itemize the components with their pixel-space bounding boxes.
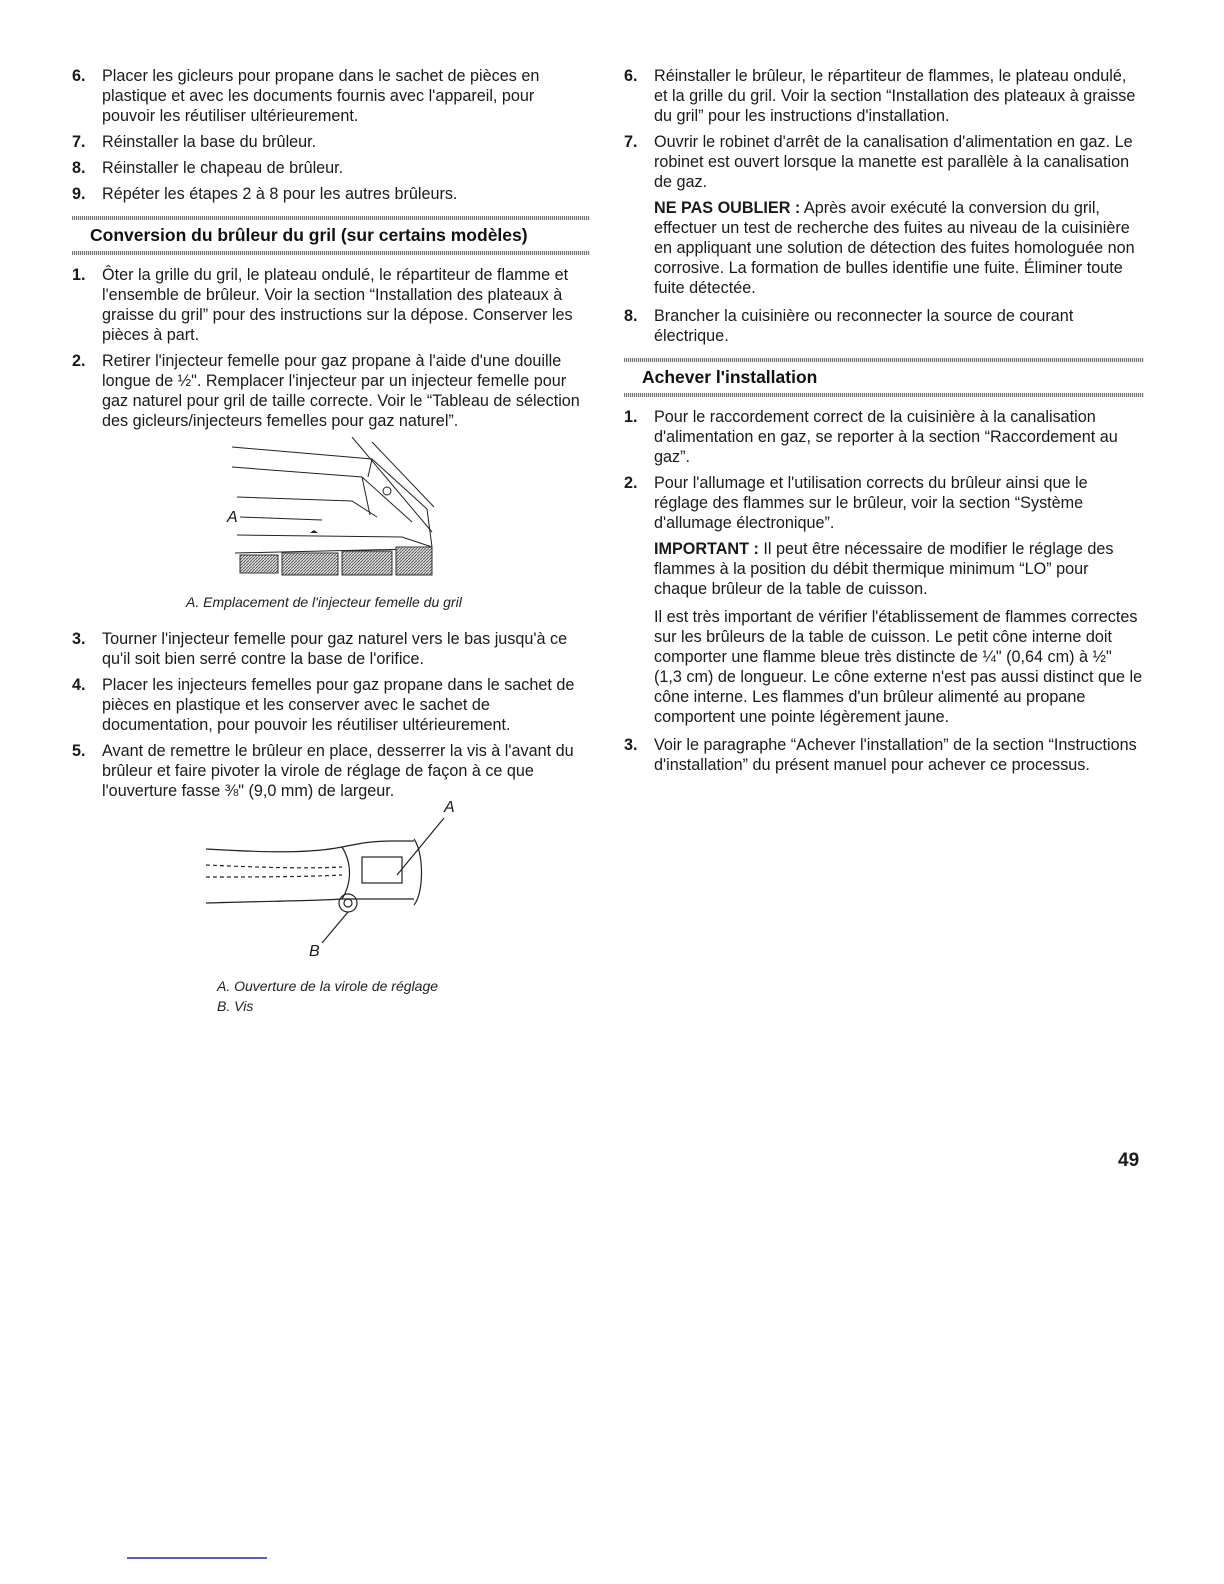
important-note — [654, 539, 1144, 599]
list-item — [624, 306, 1144, 346]
step-text: Retirer l'injecteur femelle pour gaz propane à l'aide d'une douille longue de ½". Remplacer l'injecteur par un injecteur femelle pour gaz naturel pour gril de taille correcte. Voir le “Tableau de sélection des gicleurs/injecteurs femelles pour gaz naturel”. — [102, 352, 580, 430]
step-text: Pour l'allumage et l'utilisation corrects du brûleur ainsi que le réglage des flammes sur le brûleur, voir la section “Système d'allumage électronique”. — [654, 474, 1088, 532]
grease-tray-section — [396, 547, 432, 575]
step-number: 6. — [624, 67, 638, 85]
section-rule — [72, 216, 590, 220]
section-title: Conversion du brûleur du gril (sur certains modèles) — [90, 225, 528, 245]
grease-tray-section — [240, 555, 278, 573]
steps-b — [624, 306, 1144, 346]
note-text: Après avoir exécuté la conversion du gril, effectuer un test de recherche des fuites au niveau de la cuisinière en appliquant une solution de détection des fuites homologuée non corrosive. La formation de bulles identifie une fuite. Éliminer toute fuite détectée. — [654, 199, 1135, 297]
step-number: 8. — [624, 307, 638, 325]
grease-tray-section — [342, 551, 392, 575]
list-item — [624, 66, 1144, 126]
figure-label-a: A — [227, 509, 238, 526]
injector-marker — [310, 530, 318, 533]
list-item — [72, 66, 590, 126]
step-number: 9. — [72, 185, 86, 203]
steps-a — [72, 265, 590, 431]
step-text: Avant de remettre le brûleur en place, desserrer la vis à l'avant du brûleur et faire pivoter la virole de réglage de façon à ce que l'ouverture fasse ⅜" (9,0 mm) de largeur. — [102, 742, 574, 800]
list-item — [72, 265, 590, 345]
figure-orifice-location — [72, 437, 590, 623]
figure-caption: A. Emplacement de l'injecteur femelle du gril — [186, 594, 462, 610]
step-text: Réinstaller le brûleur, le répartiteur de flammes, le plateau ondulé, et la grille du gril. Voir la section “Installation des plateaux à graisse du gril” pour les instructions d'installation. — [654, 67, 1136, 125]
shutter-opening — [362, 857, 402, 883]
steps-c — [624, 407, 1144, 533]
list-item — [624, 132, 1144, 192]
important-label: IMPORTANT : — [654, 540, 759, 558]
section-rule — [624, 358, 1144, 362]
list-item — [72, 351, 590, 431]
step-number: 8. — [72, 159, 86, 177]
step-text: Réinstaller la base du brûleur. — [102, 133, 317, 151]
figure-label-b: B — [309, 943, 320, 960]
grease-tray-section — [282, 553, 338, 575]
step-number: 7. — [624, 133, 638, 151]
section-header-complete-installation — [624, 358, 1144, 397]
list-item — [624, 407, 1144, 467]
list-item — [72, 741, 590, 801]
screw — [339, 894, 357, 912]
list-item — [624, 473, 1144, 533]
important-text: Il peut être nécessaire de modifier le réglage des flammes à la position du débit thermique minimum “LO” pour chaque brûleur de la table de cuisson. — [654, 540, 1114, 598]
list-item — [72, 132, 590, 152]
step-number: 3. — [72, 630, 86, 648]
leak-test-note — [654, 198, 1144, 298]
footer-underline-link[interactable] — [127, 1557, 267, 1559]
step-number: 1. — [72, 266, 86, 284]
figure-caption: B. Vis — [217, 998, 254, 1014]
list-item — [72, 158, 590, 178]
list-item — [72, 184, 590, 204]
step-number: 6. — [72, 67, 86, 85]
step-text: Ouvrir le robinet d'arrêt de la canalisation d'alimentation en gaz. Le robinet est ouvert lorsque la manette est parallèle à la canalisation de gaz. — [654, 133, 1133, 191]
step-text: Voir le paragraphe “Achever l'installation” de la section “Instructions d'installation” du présent manuel pour achever ce processus. — [654, 736, 1137, 774]
step-number: 1. — [624, 408, 638, 426]
steps-top — [72, 66, 590, 204]
list-item — [72, 675, 590, 735]
step-number: 4. — [72, 676, 86, 694]
section-rule — [624, 393, 1144, 397]
step-text: Répéter les étapes 2 à 8 pour les autres brûleurs. — [102, 185, 458, 203]
list-item — [72, 629, 590, 669]
steps-b — [72, 629, 590, 801]
step-number: 5. — [72, 742, 86, 760]
right-column — [624, 66, 1144, 781]
grill-burner-illustration — [72, 437, 590, 587]
note-label: NE PAS OUBLIER : — [654, 199, 801, 217]
section-rule — [72, 251, 590, 255]
burner-tube-illustration — [72, 813, 590, 973]
step-number: 3. — [624, 736, 638, 754]
step-text: Placer les gicleurs pour propane dans le sachet de pièces en plastique et avec les documents fournis avec l'appareil, pour pouvoir les réutiliser ultérieurement. — [102, 67, 540, 125]
flame-paragraph: Il est très important de vérifier l'établissement de flammes correctes sur les brûleurs de la table de cuisson. Le petit cône interne doit comporter une flamme bleue très distincte de ¼" (0,64 cm) à ½" (1,3 cm) de longueur. Le cône externe n'est pas aussi distinct que le cône interne. Les flammes d'un brûleur alimenté au propane comportent une pointe légèrement jaune. — [654, 608, 1143, 726]
figure-caption: A. Ouverture de la virole de réglage — [217, 978, 439, 994]
step-text: Tourner l'injecteur femelle pour gaz naturel vers le bas jusqu'à ce qu'il soit bien serré contre la base de l'orifice. — [102, 630, 568, 668]
step-text: Ôter la grille du gril, le plateau ondulé, le répartiteur de flamme et l'ensemble de brûleur. Voir la section “Installation des plateaux à graisse du gril” pour des instructions sur la dépose. Conserver les pièces à part. — [102, 266, 573, 344]
step-number: 2. — [624, 474, 638, 492]
figure-label-a: A — [444, 799, 455, 816]
steps-a — [624, 66, 1144, 192]
figure-air-shutter — [72, 799, 590, 1043]
page-number: 49 — [1118, 1150, 1140, 1171]
section-header-grill-conversion — [72, 216, 590, 255]
left-column — [72, 66, 590, 1043]
step-number: 2. — [72, 352, 86, 370]
step-number: 7. — [72, 133, 86, 151]
steps-d — [624, 735, 1144, 775]
step-text: Brancher la cuisinière ou reconnecter la source de courant électrique. — [654, 307, 1074, 345]
step-text: Réinstaller le chapeau de brûleur. — [102, 159, 344, 177]
list-item — [624, 735, 1144, 775]
step-text: Placer les injecteurs femelles pour gaz propane dans le sachet de pièces en plastique et les conserver avec le sachet de documentation, pour pouvoir les réutiliser ultérieurement. — [102, 676, 575, 734]
step-text: Pour le raccordement correct de la cuisinière à la canalisation d'alimentation en gaz, se reporter à la section “Raccordement au gaz”. — [654, 408, 1118, 466]
section-title: Achever l'installation — [642, 367, 818, 387]
